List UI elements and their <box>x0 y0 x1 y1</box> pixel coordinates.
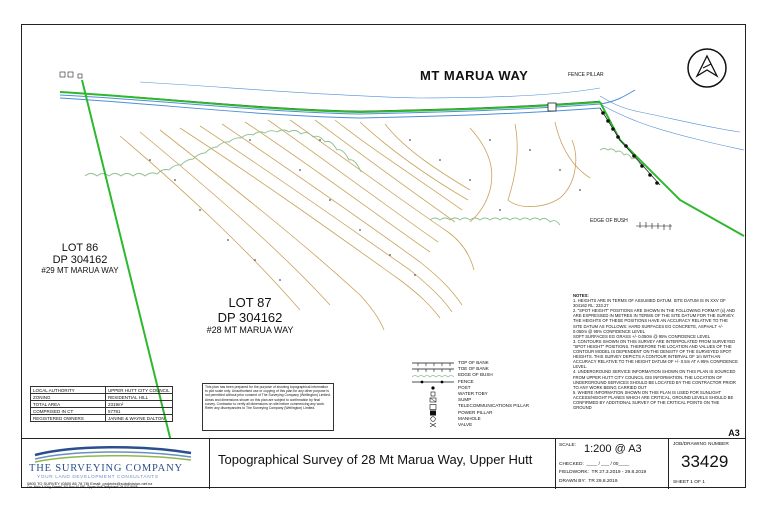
lot-87-dp: DP 304162 <box>217 310 283 325</box>
scale-value: 1:200 @ A3 <box>584 443 642 455</box>
kerb-line <box>60 92 600 111</box>
info-row <box>31 408 173 415</box>
info-key: COMPRISED IN CT <box>31 408 106 415</box>
power-symbol-icon <box>412 410 454 416</box>
legend-item <box>412 422 529 428</box>
company-logo-area <box>21 439 210 489</box>
toby-symbol-icon <box>412 391 454 397</box>
company-contact: 0800 TO SURVEY (0800 86 78 78) Email: projects@subdivision.net.nz <box>27 481 153 486</box>
sheet-size-badge: A3 <box>724 425 744 441</box>
checked-label: CHECKED: <box>559 462 584 467</box>
edge-of-bush-line <box>85 130 361 176</box>
drawing-title: Topographical Survey of 28 Mt Marua Way, Upper Hutt <box>218 452 533 467</box>
fence-symbol-icon <box>412 379 454 385</box>
drawn-label: DRAWN BY: <box>559 479 586 484</box>
note-item: 5. WHERE INFORMATION SHOWN ON THIS PLAN IS USED FOR SUNLIGHT ACCESS/HEIGHT PLANES WHICH ARE CRITICAL, GROUND LEVELS SHOULD BE CONFIRMED BY ADDITIONAL SURVEY OF THE CRITICAL POINTS ON THE GROUND <box>573 389 734 411</box>
drawing-details <box>556 439 669 489</box>
bank-hatching <box>636 222 672 230</box>
fieldwork-value: TR 27.3.2019 - 29.8.2019 <box>591 470 647 475</box>
info-value: RESIDENTIAL HILL <box>106 394 173 401</box>
info-value: 2319m² <box>106 401 173 408</box>
pillar-box <box>78 74 82 78</box>
note-item: 2. "SPOT HEIGHT" POSITIONS ARE SHOWN IN THE FOLLOWING FORMAT (x) AND ARE EXPRESSED IN METRES IN TERMS OF THE SITE DATUM FOR THE SURVEY. THE HEIGHTS OF THESE POSITIONS HAVE AN ACCURACY RELATIVE TO THE SITE DATUM AS FOLLOWS: HARD SURFACES EG CONCRETE, ASPHALT +/- 0.050m @ 95% CONFIDENCE LEVEL <box>573 308 736 334</box>
edge-of-bush-lower <box>430 218 560 225</box>
pillar-box <box>60 72 65 77</box>
legend-label: FENCE <box>458 378 474 384</box>
disclaimer-box: This plan has been prepared for the purpose of showing topographical information to plot scale only. Unauthorised use or copying of this plan for any other purpose is not permitted without prior consent of The Surveying Company (Wellington) Limited. Areas and dimensions shown on this plan are subject to confirmation by final survey. Contractor to verify all dimensions on site before commencing any work. Refer any discrepancies to The Surveying Company (Wellington) Limited. <box>202 383 334 431</box>
valve-symbol-icon <box>412 422 454 428</box>
company-logo-icon <box>33 441 193 463</box>
info-key: REGISTERED OWNERS <box>31 415 106 422</box>
lot-87-number: LOT 87 <box>228 295 272 310</box>
post-symbol-icon <box>412 385 454 391</box>
legend-label: POST <box>458 384 471 390</box>
job-number-label: JOB/DRAWING NUMBER <box>673 442 729 447</box>
info-row <box>31 387 173 394</box>
lot-87-label <box>185 295 315 335</box>
info-key: LOCAL AUTHORITY <box>31 387 106 394</box>
notes-title: NOTES: <box>573 293 589 298</box>
note-item: SOFT SURFACES EG GRASS +/- 0.050m @ 95% CONFIDENCE LEVEL <box>573 333 711 339</box>
lot-86-number: LOT 86 <box>61 242 99 254</box>
lot-86-dp: DP 304162 <box>52 254 108 266</box>
fieldwork-label: FIELDWORK: <box>559 470 589 475</box>
legend <box>412 360 529 428</box>
manhole-symbol-icon <box>412 416 454 422</box>
legend-label: EDGE OF BUSH <box>458 372 493 378</box>
north-arrow-icon <box>685 46 729 90</box>
legend-label: WATER TOBY <box>458 391 488 397</box>
checked-row <box>559 462 629 467</box>
bank-symbol-icon <box>412 366 454 372</box>
info-key: TOTAL AREA <box>31 401 106 408</box>
job-number-area <box>669 439 746 489</box>
legend-label: POWER PILLAR <box>458 409 493 415</box>
scale-label: SCALE: <box>559 443 577 448</box>
info-key: ZONING <box>31 394 106 401</box>
legend-label: TOP OF BANK <box>458 360 489 365</box>
drawn-row <box>559 479 618 484</box>
tele-symbol-icon <box>412 404 454 410</box>
sheet-number: SHEET 1 OF 1 <box>673 480 705 485</box>
checked-value: ____ / ___ / 00____ <box>586 462 630 467</box>
info-value: 57781 <box>106 408 173 415</box>
drawing-title-area <box>210 439 556 489</box>
note-item: 3. CONTOURS SHOWN ON THIS SURVEY ARE INTERPOLATED FROM SURVEYED "SPOT HEIGHT" POSITIONS. THEREFORE THE LOCATION AND VALUES OF THE CONTOUR MODEL IS DEPENDENT ON THE DENSITY OF THE SURVEYED SPOT HEIGHTS. THIS SURVEY DEPICTS A CONTOUR INTERVAL OF 1m WITH AN ACCURACY RELATIVE TO THE HEIGHT DATUM OF +/- 0.5m AT A 95% CONFIDENCE LEVEL. <box>573 338 738 370</box>
lot-86-label <box>40 242 120 275</box>
property-info-table <box>30 386 173 422</box>
info-row <box>31 401 173 408</box>
legend-label: SUMP <box>458 397 472 403</box>
fieldwork-row <box>559 470 646 475</box>
info-row <box>31 415 173 422</box>
fence-pillar-label: FENCE PILLAR <box>568 72 604 78</box>
title-block <box>21 438 746 489</box>
note-item: 4. UNDERGROUND SERVICE INFORMATION SHOWN ON THIS PLAN IS SOURCED FROM UPPER HUTT CITY COUNCIL GIS INFORMATION. THE LOCATION OF UNDERGROUND SERVICES SHOULD BE LOCATED BY THE CONTRACTOR PRIOR TO ANY WORK BEING CARRIED OUT <box>573 369 736 390</box>
job-number: 33429 <box>681 452 729 471</box>
legend-label: TOE OF BANK <box>458 366 489 372</box>
company-address: Cnr. Main & King Streets, PO Box 40 680, Upper Hutt Telephone: 04 527 8008 <box>27 485 138 489</box>
fence-pillar-box <box>548 103 556 111</box>
bank-symbol-icon <box>412 360 454 366</box>
road-name: MT MARUA WAY <box>420 68 529 83</box>
info-value: JANINE & WAYNE DALTON <box>106 415 173 422</box>
legend-label: MANHOLE <box>458 415 481 421</box>
bush-symbol-icon <box>412 373 454 379</box>
edge-of-bush-label: EDGE OF BUSH <box>590 218 628 224</box>
sump-symbol-icon <box>412 397 454 403</box>
pillar-box <box>68 72 73 77</box>
company-tagline: YOUR LAND DEVELOPMENT CONSULTANTS <box>37 475 159 480</box>
company-name: THE SURVEYING COMPANY <box>29 463 183 474</box>
legend-label: VALVE <box>458 422 473 428</box>
lot-87-address: #28 MT MARUA WAY <box>206 325 294 335</box>
drawn-value: TR 29.8.2019 <box>588 479 618 484</box>
info-value: UPPER HUTT CITY COUNCIL <box>106 387 173 394</box>
road-edges <box>60 82 744 150</box>
legend-label: TELECOMMUNICATIONS PILLAR <box>458 403 530 409</box>
notes-block <box>573 293 738 410</box>
info-row <box>31 394 173 401</box>
lot-86-address: #29 MT MARUA WAY <box>41 266 119 275</box>
note-item: 1. HEIGHTS ARE IN TERMS OF ASSUMED DATUM. SITE DATUM IS IN XXV OF 304162 RL: 233.27 <box>573 298 726 309</box>
